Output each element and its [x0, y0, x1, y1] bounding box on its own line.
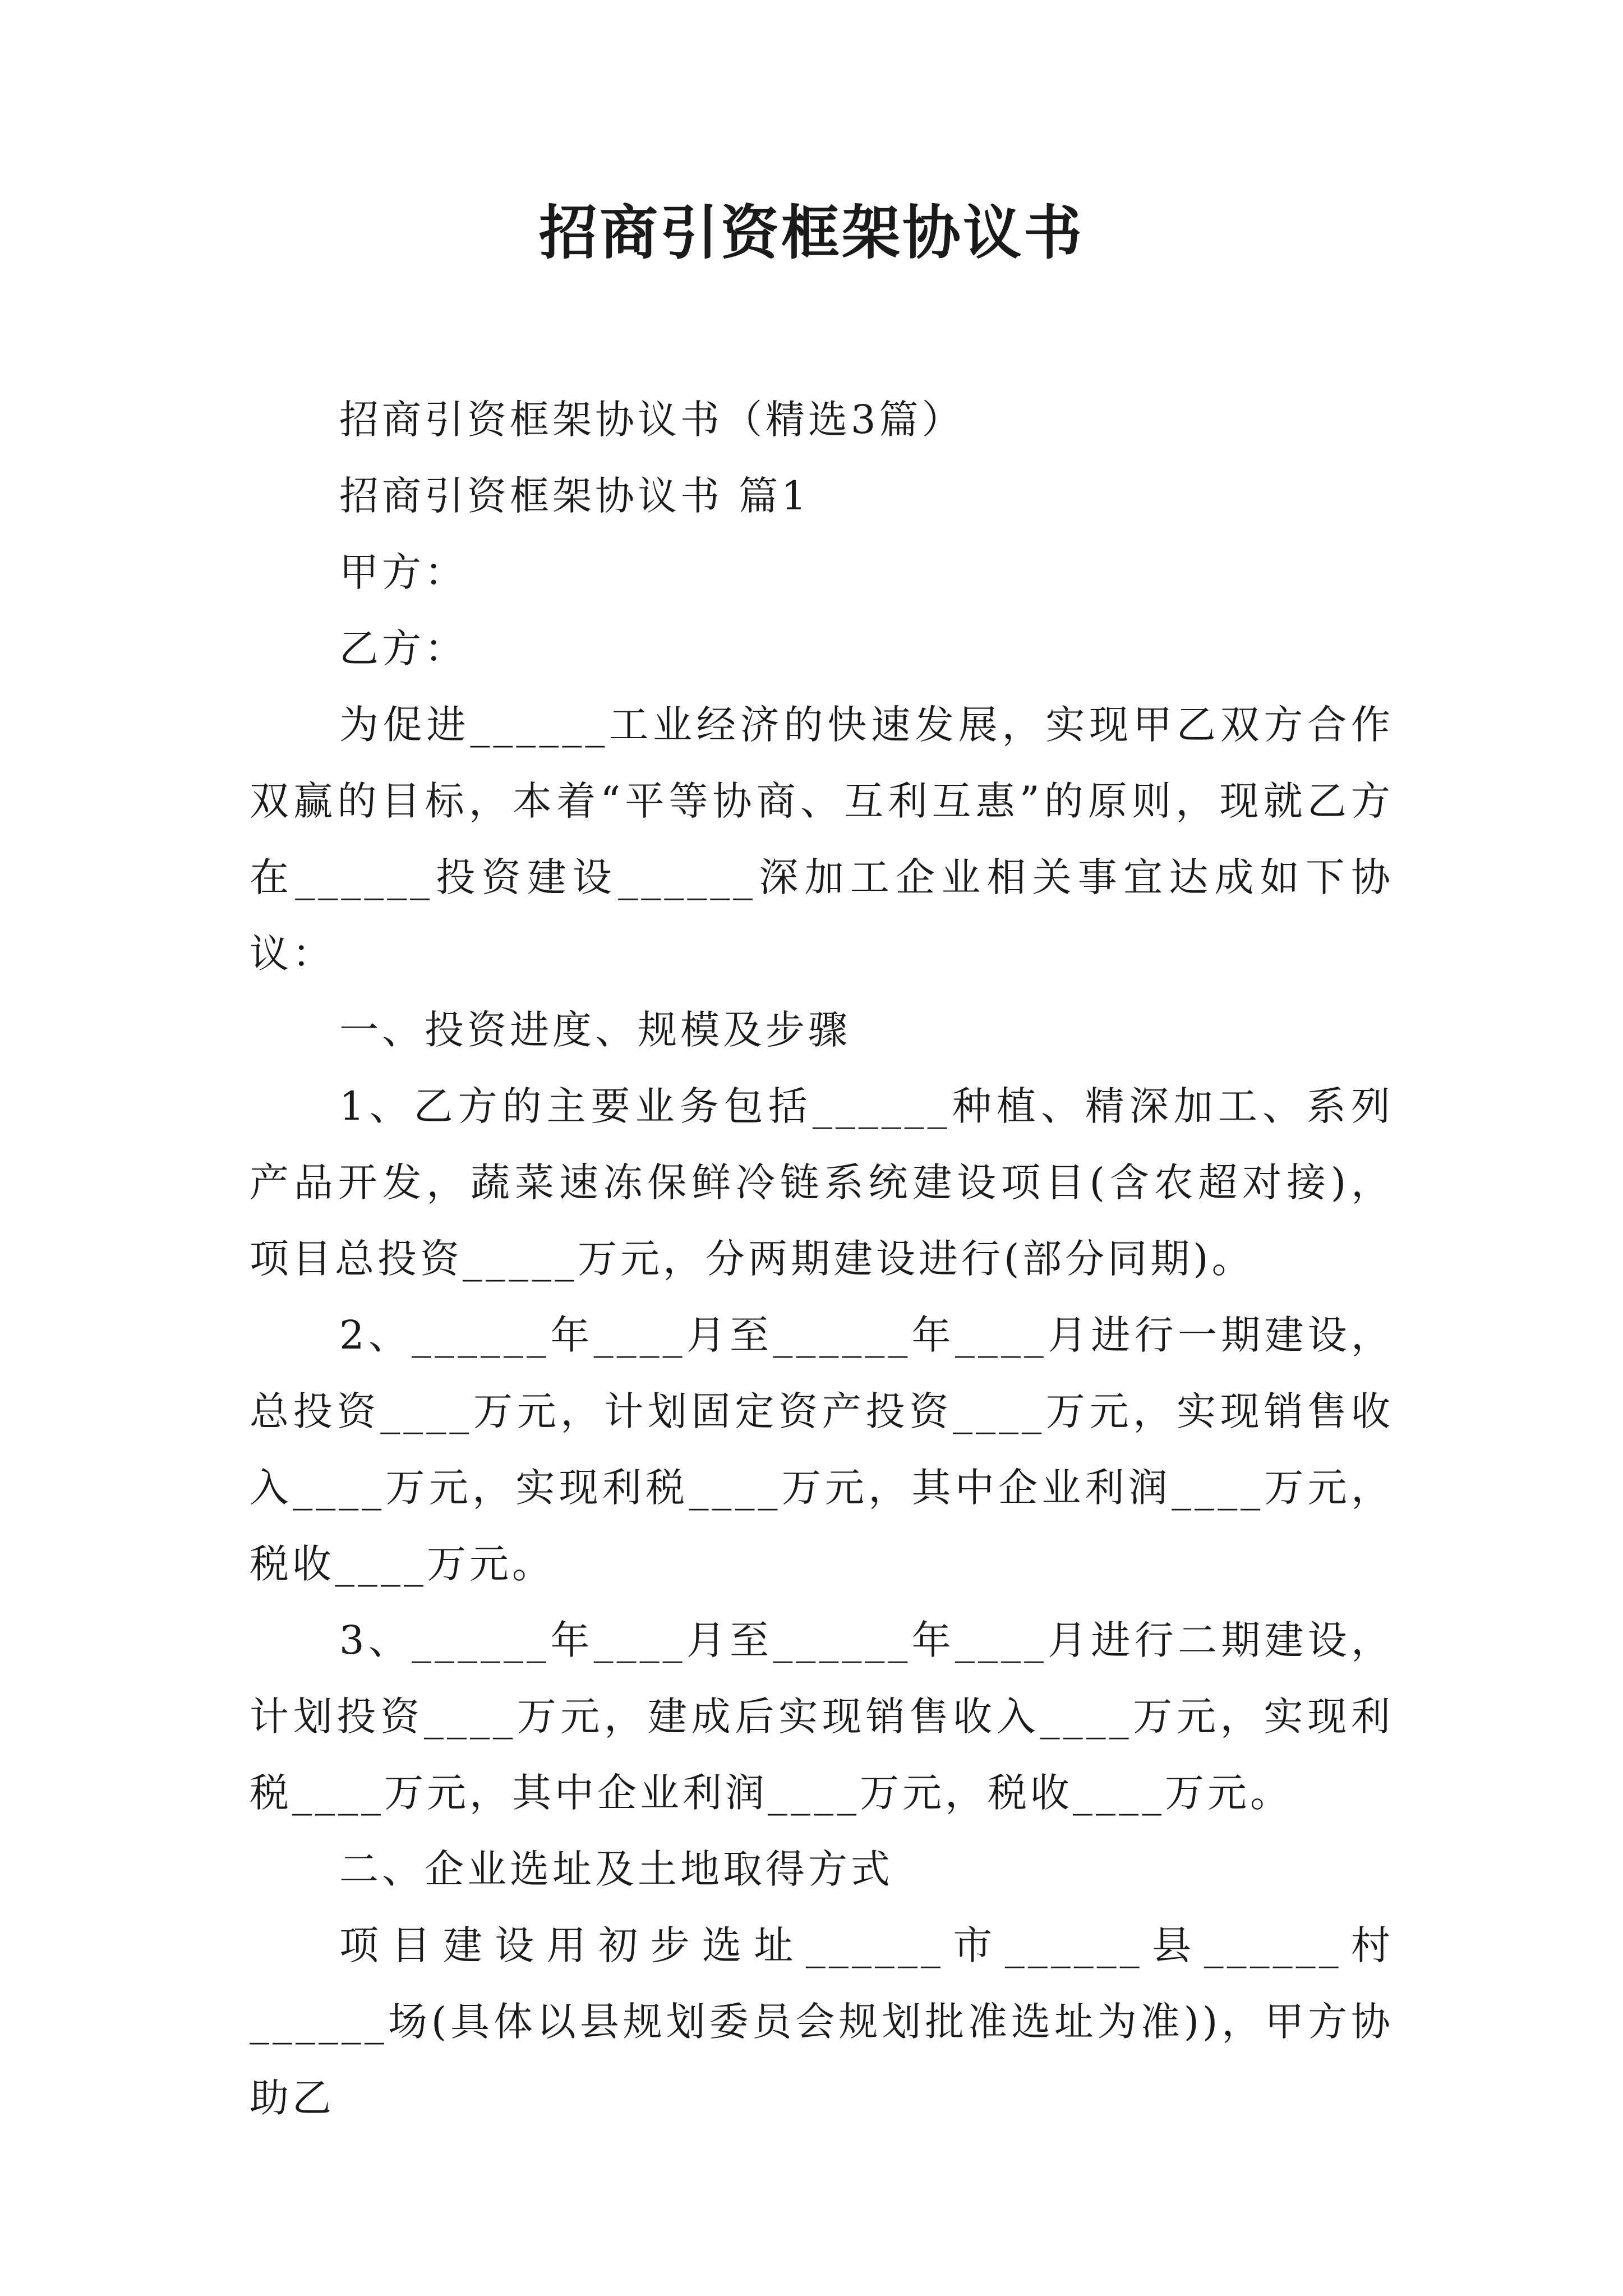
paragraph: 二、企业选址及土地取得方式 — [339, 1846, 893, 1892]
paragraph: 招商引资框架协议书（精选3篇） — [339, 397, 965, 443]
paragraph: 1、乙方的主要业务包括______种植、精深加工、系列产品开发，蔬菜速冻保鲜冷链系统建设项目(含农超对接)，项目总投资_____万元，分两期建设进行(部分同期)。 — [250, 1083, 1394, 1282]
paragraph: 招商引资框架协议书 篇1 — [339, 473, 810, 519]
paragraph: 项目建设用初步选址______市______县______村______场(具体以县规划委员会规划批准选址为准))，甲方协助乙 — [250, 1922, 1394, 2121]
paragraph: 乙方： — [339, 625, 467, 671]
paragraph: 甲方： — [339, 549, 467, 595]
paragraph: 一、投资进度、规模及步骤 — [339, 1007, 851, 1053]
paragraph: 为促进______工业经济的快速发展，实现甲乙双方合作双赢的目标，本着“平等协商、互利互惠”的原则，现就乙方在______投资建设______深加工企业相关事宜达成如下协议： — [250, 702, 1394, 977]
paragraph: 3、______年____月至______年____月进行二期建设，计划投资____万元，建成后实现销售收入____万元，实现利税____万元，其中企业利润____万元，税收____万元。 — [250, 1617, 1394, 1816]
paragraph: 2、______年____月至______年____月进行一期建设，总投资____万元，计划固定资产投资____万元，实现销售收入____万元，实现利税____万元，其中企业利润____万元，税收____万元。 — [250, 1312, 1394, 1587]
document-title: 招商引资框架协议书 — [538, 198, 1084, 267]
document-body — [250, 381, 1394, 2136]
